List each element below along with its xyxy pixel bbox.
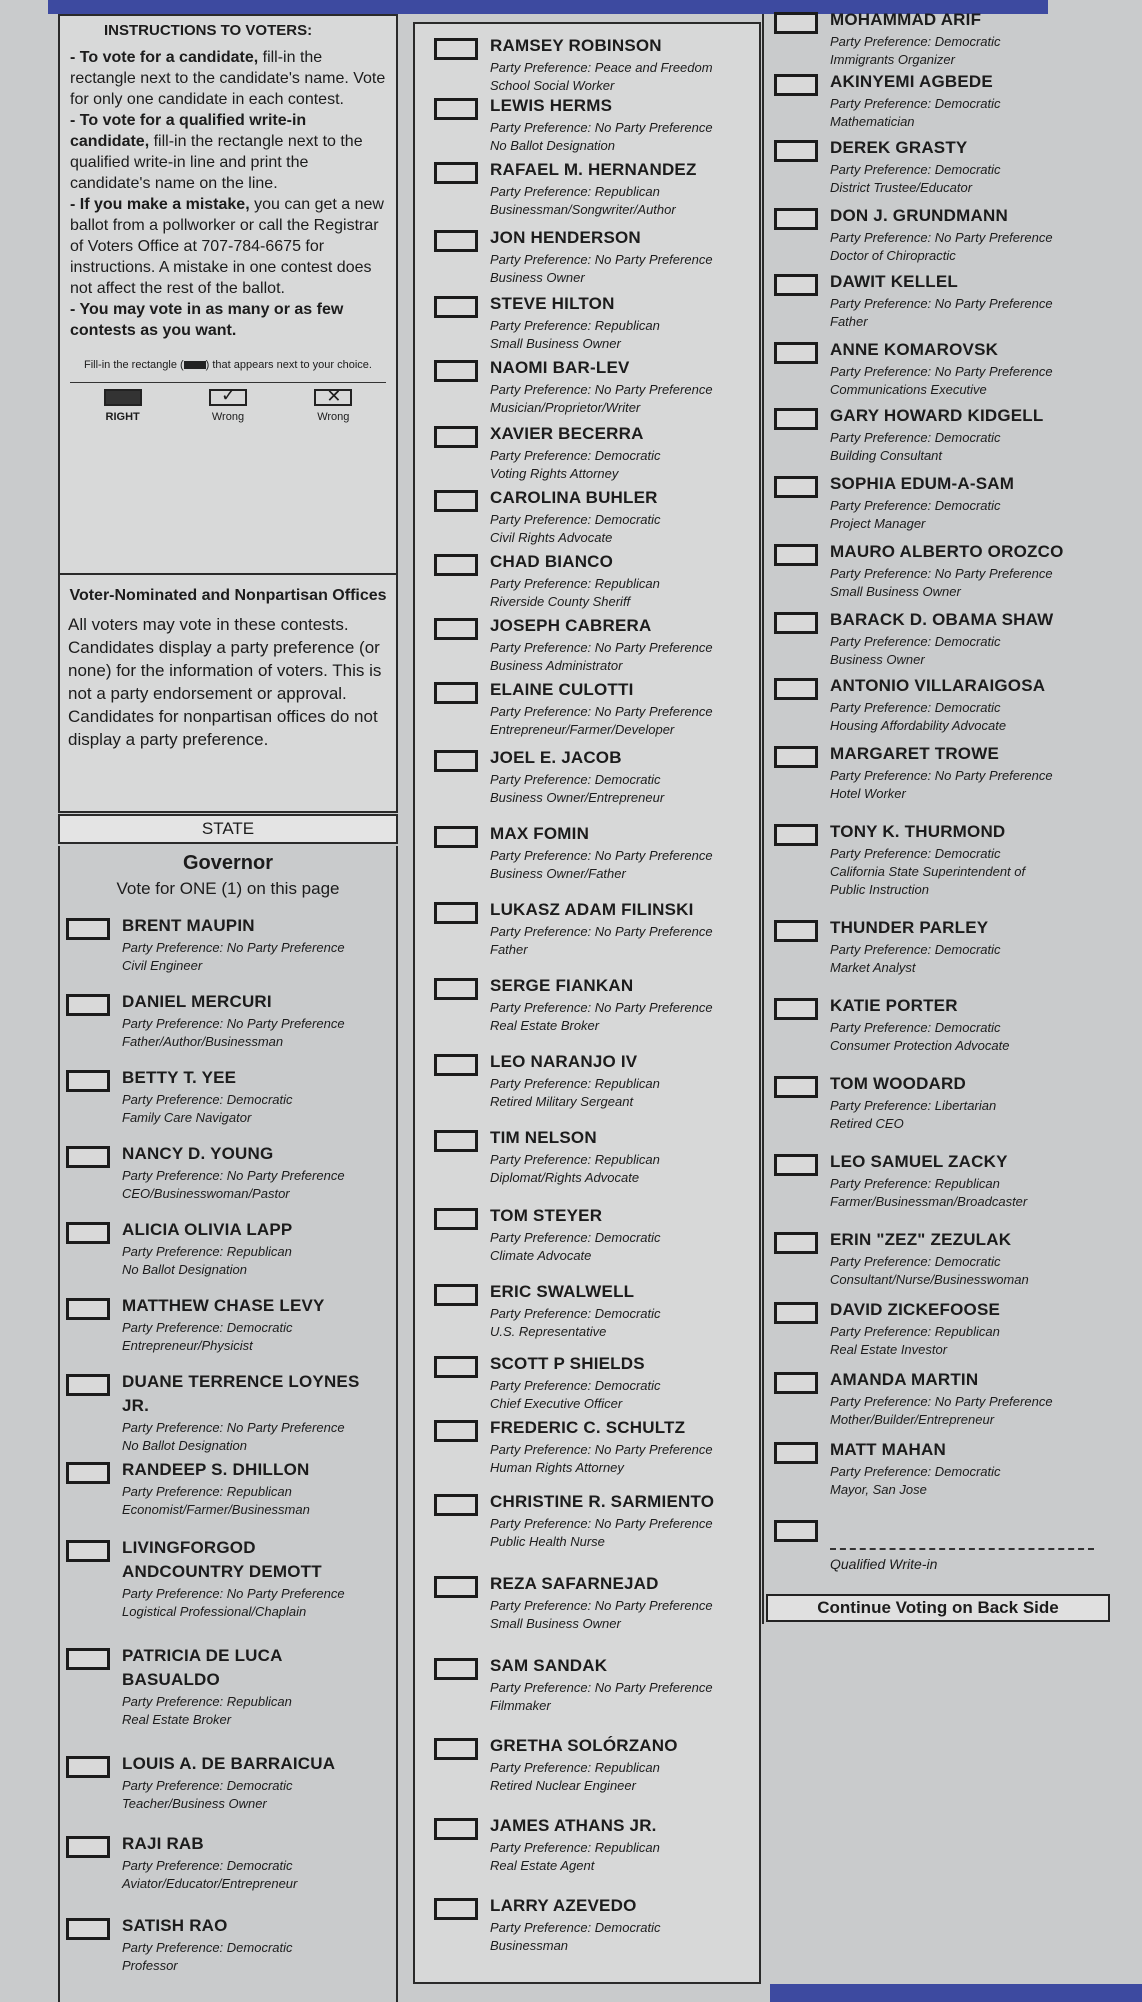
vote-checkbox[interactable]	[434, 360, 478, 382]
ballot-designation: Business Owner	[830, 652, 925, 667]
candidate-name: LEO NARANJO IV	[490, 1052, 638, 1071]
candidate-name: CHAD BIANCO	[490, 552, 614, 571]
ballot-designation: Real Estate Agent	[490, 1858, 595, 1873]
ballot-designation: Chief Executive Officer	[490, 1396, 623, 1411]
party-preference: Party Preference: Democratic	[830, 96, 1001, 111]
ballot-designation-line2: Public Instruction	[830, 882, 929, 897]
ballot-designation: Farmer/Businessman/Broadcaster	[830, 1194, 1028, 1209]
candidate-name-line2: BASUALDO	[122, 1670, 220, 1689]
candidate-name: GARY HOWARD KIDGELL	[830, 406, 1044, 425]
candidate-name: ANTONIO VILLARAIGOSA	[830, 676, 1046, 695]
vote-checkbox[interactable]	[434, 902, 478, 924]
candidate-name: NANCY D. YOUNG	[122, 1144, 274, 1163]
vote-checkbox[interactable]	[774, 1442, 818, 1464]
candidate-name: RANDEEP S. DHILLON	[122, 1460, 310, 1479]
vote-checkbox[interactable]	[774, 678, 818, 700]
vote-checkbox[interactable]	[774, 824, 818, 846]
vote-checkbox[interactable]	[774, 1302, 818, 1324]
party-preference: Party Preference: No Party Preference	[830, 1394, 1053, 1409]
ballot-designation: Diplomat/Rights Advocate	[490, 1170, 640, 1185]
vote-checkbox[interactable]	[434, 162, 478, 184]
ballot-designation: Mayor, San Jose	[830, 1482, 927, 1497]
candidate-name: TOM STEYER	[490, 1206, 603, 1225]
ballot-designation: Communications Executive	[830, 382, 987, 397]
party-preference: Party Preference: Democratic	[490, 1306, 661, 1321]
vote-checkbox[interactable]	[774, 1076, 818, 1098]
vote-checkbox[interactable]	[774, 12, 818, 34]
party-preference: Party Preference: No Party Preference	[122, 1586, 345, 1601]
nonpartisan-text: All voters may vote in these contests. Candidates display a party preference (or none) for the information of voters. This is not a party endorsement or approval. Candidates for nonpartisan offices do not display a party preference.	[68, 615, 382, 749]
candidate-name: MARGARET TROWE	[830, 744, 1000, 763]
candidate-name: RAJI RAB	[122, 1834, 204, 1853]
party-preference: Party Preference: No Party Preference	[122, 940, 345, 955]
vote-checkbox[interactable]	[774, 920, 818, 942]
candidate-name: STEVE HILTON	[490, 294, 615, 313]
ballot-designation: Doctor of Chiropractic	[830, 248, 956, 263]
ballot-designation: Retired Military Sergeant	[490, 1094, 634, 1109]
ballot-designation: Father	[830, 314, 868, 329]
candidate-name: ELAINE CULOTTI	[490, 680, 634, 699]
candidate-name: SCOTT P SHIELDS	[490, 1354, 645, 1373]
party-preference: Party Preference: Democratic	[830, 34, 1001, 49]
ballot-designation: Economist/Farmer/Businessman	[122, 1502, 310, 1517]
party-preference: Party Preference: Democratic	[122, 1940, 293, 1955]
party-preference: Party Preference: Democratic	[490, 512, 661, 527]
party-preference: Party Preference: Democratic	[830, 498, 1001, 513]
party-preference: Party Preference: Democratic	[490, 1230, 661, 1245]
vote-checkbox[interactable]	[434, 98, 478, 120]
party-preference: Party Preference: Republican	[490, 1840, 660, 1855]
ballot-designation: California State Superintendent of	[830, 864, 1026, 879]
candidate-name: MOHAMMAD ARIF	[830, 10, 982, 29]
vote-checkbox[interactable]	[434, 1898, 478, 1920]
example-right: RIGHT	[104, 389, 142, 423]
vote-checkbox[interactable]	[434, 38, 478, 60]
party-preference: Party Preference: Democratic	[830, 430, 1001, 445]
party-preference: Party Preference: No Party Preference	[490, 1598, 713, 1613]
party-preference: Party Preference: Democratic	[830, 162, 1001, 177]
ballot-designation: Small Business Owner	[490, 336, 621, 351]
ballot-designation: Small Business Owner	[830, 584, 961, 599]
vote-checkbox[interactable]	[434, 618, 478, 640]
ballot-designation: Hotel Worker	[830, 786, 906, 801]
candidate-name: XAVIER BECERRA	[490, 424, 644, 443]
party-preference: Party Preference: No Party Preference	[490, 1516, 713, 1531]
ballot-designation: Filmmaker	[490, 1698, 551, 1713]
ballot-designation: Businessman	[490, 1938, 569, 1953]
party-preference: Party Preference: Democratic	[830, 942, 1001, 957]
ballot-designation: Consumer Protection Advocate	[830, 1038, 1010, 1053]
vote-checkbox[interactable]	[434, 978, 478, 1000]
vote-checkbox[interactable]	[434, 750, 478, 772]
candidate-name: PATRICIA DE LUCA	[122, 1646, 283, 1665]
party-preference: Party Preference: Republican	[122, 1244, 292, 1259]
vote-checkbox[interactable]	[66, 1462, 110, 1484]
candidate-name: CAROLINA BUHLER	[490, 488, 658, 507]
candidate-name: GRETHA SOLÓRZANO	[490, 1736, 678, 1755]
example-wrong-x: ✕ Wrong	[314, 389, 352, 423]
ballot-designation: Entrepreneur/Farmer/Developer	[490, 722, 675, 737]
party-preference: Party Preference: Democratic	[490, 1378, 661, 1393]
ballot-designation: Real Estate Investor	[830, 1342, 948, 1357]
ballot-designation: Voting Rights Attorney	[490, 466, 619, 481]
continue-voting-notice: Continue Voting on Back Side	[766, 1594, 1110, 1622]
candidate-name: BETTY T. YEE	[122, 1068, 237, 1087]
party-preference: Party Preference: Democratic	[490, 772, 661, 787]
candidate-name: DAVID ZICKEFOOSE	[830, 1300, 1001, 1319]
party-preference: Party Preference: Republican	[490, 318, 660, 333]
candidate-name: THUNDER PARLEY	[830, 918, 989, 937]
vote-checkbox[interactable]	[66, 1918, 110, 1940]
candidate-name: JOSEPH CABRERA	[490, 616, 652, 635]
ballot-designation: Retired CEO	[830, 1116, 904, 1131]
vote-checkbox[interactable]	[66, 918, 110, 940]
vote-checkbox[interactable]	[434, 1356, 478, 1378]
vote-checkbox[interactable]	[774, 1232, 818, 1254]
vote-checkbox[interactable]	[434, 1576, 478, 1598]
candidate-name: MAURO ALBERTO OROZCO	[830, 542, 1064, 561]
column-divider	[762, 14, 764, 1624]
fill-hint: Fill-in the rectangle ( ) that appears next to your choice.	[84, 359, 372, 371]
instruction-4: - You may vote in as many or as few contests as you want.	[70, 301, 344, 339]
vote-checkbox[interactable]	[774, 342, 818, 364]
candidate-name: SATISH RAO	[122, 1916, 228, 1935]
ballot-designation: Family Care Navigator	[122, 1110, 252, 1125]
ballot-designation: Small Business Owner	[490, 1616, 621, 1631]
candidate-name: DAWIT KELLEL	[830, 272, 958, 291]
ballot-designation: Business Owner	[490, 270, 585, 285]
party-preference: Party Preference: Democratic	[830, 1020, 1001, 1035]
write-in-checkbox[interactable]	[774, 1520, 818, 1542]
ballot-designation: Immigrants Organizer	[830, 52, 955, 67]
instruction-2: - To vote for a qualified write-in candidate, fill-in the rectangle next to the qualified write-in line and print the candidate's name on the line.	[70, 112, 363, 192]
vote-checkbox[interactable]	[774, 1154, 818, 1176]
candidate-name: AMANDA MARTIN	[830, 1370, 979, 1389]
vote-checkbox[interactable]	[774, 612, 818, 634]
ballot-designation: Civil Engineer	[122, 958, 203, 973]
ballot-designation: Business Owner/Entrepreneur	[490, 790, 665, 805]
candidate-name: MATTHEW CHASE LEVY	[122, 1296, 325, 1315]
candidate-name: SERGE FIANKAN	[490, 976, 634, 995]
party-preference: Party Preference: No Party Preference	[830, 768, 1053, 783]
candidate-name: RAFAEL M. HERNANDEZ	[490, 160, 697, 179]
vote-checkbox[interactable]	[66, 1070, 110, 1092]
ballot-designation: Businessman/Songwriter/Author	[490, 202, 676, 217]
ballot-designation: Teacher/Business Owner	[122, 1796, 267, 1811]
party-preference: Party Preference: No Party Preference	[490, 640, 713, 655]
vote-checkbox[interactable]	[434, 1494, 478, 1516]
instructions-title: INSTRUCTIONS TO VOTERS:	[104, 22, 313, 39]
party-preference: Party Preference: Democratic	[490, 1920, 661, 1935]
vote-checkbox[interactable]	[774, 140, 818, 162]
candidate-name: LOUIS A. DE BARRAICUA	[122, 1754, 336, 1773]
party-preference: Party Preference: Republican	[490, 184, 660, 199]
ballot-designation: Mother/Builder/Entrepreneur	[830, 1412, 995, 1427]
ballot-designation: Climate Advocate	[490, 1248, 592, 1263]
vote-checkbox[interactable]	[66, 1540, 110, 1562]
vote-checkbox[interactable]	[434, 826, 478, 848]
ballot-designation: Entrepreneur/Physicist	[122, 1338, 253, 1353]
party-preference: Party Preference: Peace and Freedom	[490, 60, 713, 75]
party-preference: Party Preference: Republican	[122, 1694, 292, 1709]
candidate-name: ALICIA OLIVIA LAPP	[122, 1220, 293, 1239]
party-preference: Party Preference: Democratic	[490, 448, 661, 463]
ballot-designation: School Social Worker	[490, 78, 615, 93]
ballot-designation: Mathematician	[830, 114, 915, 129]
party-preference: Party Preference: Republican	[830, 1176, 1000, 1191]
contest-title: Governor	[182, 852, 274, 874]
party-preference: Party Preference: No Party Preference	[490, 1442, 713, 1457]
vote-for-instructions: Vote for ONE (1) on this page	[116, 879, 340, 898]
candidate-name: SOPHIA EDUM-A-SAM	[830, 474, 1015, 493]
ballot-designation: Housing Affordability Advocate	[830, 718, 1007, 733]
candidate-name: JOEL E. JACOB	[490, 748, 622, 767]
candidate-name: KATIE PORTER	[830, 996, 958, 1015]
instruction-3: - If you make a mistake, you can get a new ballot from a pollworker or call the Registrar of Voters Office at 707-784-6675 for instructions. A mistake in one contest does not affect the rest of the ballot.	[70, 196, 384, 297]
ballot-designation: No Ballot Designation	[490, 138, 616, 153]
vote-checkbox[interactable]	[774, 74, 818, 96]
ballot-designation: Market Analyst	[830, 960, 916, 975]
vote-checkbox[interactable]	[774, 476, 818, 498]
candidate-name: DUANE TERRENCE LOYNES	[122, 1372, 360, 1391]
candidate-name: CHRISTINE R. SARMIENTO	[490, 1492, 715, 1511]
vote-checkbox[interactable]	[434, 1130, 478, 1152]
example-wrong-check: ✓ Wrong	[209, 389, 247, 423]
vote-checkbox[interactable]	[66, 1648, 110, 1670]
vote-checkbox[interactable]	[66, 1756, 110, 1778]
party-preference: Party Preference: No Party Preference	[830, 364, 1053, 379]
candidate-name: TIM NELSON	[490, 1128, 597, 1147]
ballot-designation: Professor	[122, 1958, 178, 1973]
party-preference: Party Preference: Democratic	[122, 1092, 293, 1107]
candidate-name: JAMES ATHANS JR.	[490, 1816, 657, 1835]
party-preference: Party Preference: No Party Preference	[122, 1168, 345, 1183]
vote-checkbox[interactable]	[434, 490, 478, 512]
vote-checkbox[interactable]	[434, 1818, 478, 1840]
write-in-label: Qualified Write-in	[830, 1556, 938, 1572]
candidate-name: BARACK D. OBAMA SHAW	[830, 610, 1054, 629]
ballot-designation: Business Administrator	[490, 658, 623, 673]
party-preference: Party Preference: Democratic	[830, 846, 1001, 861]
ballot-designation: Aviator/Educator/Entrepreneur	[122, 1876, 298, 1891]
candidate-name: REZA SAFARNEJAD	[490, 1574, 659, 1593]
party-preference: Party Preference: No Party Preference	[122, 1420, 345, 1435]
candidate-name: LEO SAMUEL ZACKY	[830, 1152, 1008, 1171]
vote-checkbox[interactable]	[774, 408, 818, 430]
party-preference: Party Preference: Republican	[490, 576, 660, 591]
ballot-designation: District Trustee/Educator	[830, 180, 973, 195]
ballot-designation: No Ballot Designation	[122, 1262, 248, 1277]
vote-checkbox[interactable]	[66, 1298, 110, 1320]
party-preference: Party Preference: No Party Preference	[830, 296, 1053, 311]
vote-checkbox[interactable]	[434, 296, 478, 318]
party-preference: Party Preference: No Party Preference	[830, 230, 1053, 245]
party-preference: Party Preference: Democratic	[830, 634, 1001, 649]
party-preference: Party Preference: No Party Preference	[490, 382, 713, 397]
candidate-name: ANNE KOMAROVSK	[830, 340, 999, 359]
candidate-name: TOM WOODARD	[830, 1074, 966, 1093]
ballot-designation: Retired Nuclear Engineer	[490, 1778, 636, 1793]
candidate-name: RAMSEY ROBINSON	[490, 36, 662, 55]
candidate-name: BRENT MAUPIN	[122, 916, 255, 935]
candidate-name: SAM SANDAK	[490, 1656, 608, 1675]
vote-checkbox[interactable]	[434, 1284, 478, 1306]
candidate-name: ERIN "ZEZ" ZEZULAK	[830, 1230, 1012, 1249]
ballot-designation: Real Estate Broker	[122, 1712, 232, 1727]
ballot-designation: Human Rights Attorney	[490, 1460, 624, 1475]
party-preference: Party Preference: Democratic	[122, 1320, 293, 1335]
candidate-name: MAX FOMIN	[490, 824, 590, 843]
candidate-name: LARRY AZEVEDO	[490, 1896, 637, 1915]
marking-examples	[70, 382, 386, 423]
candidate-name: MATT MAHAN	[830, 1440, 946, 1459]
candidate-name: DANIEL MERCURI	[122, 992, 272, 1011]
state-header: STATE	[58, 814, 398, 844]
ballot-designation: Project Manager	[830, 516, 926, 531]
vote-checkbox[interactable]	[434, 1420, 478, 1442]
vote-checkbox[interactable]	[774, 1372, 818, 1394]
party-preference: Party Preference: Libertarian	[830, 1098, 997, 1113]
vote-checkbox[interactable]	[66, 1146, 110, 1168]
ballot-designation: Consultant/Nurse/Businesswoman	[830, 1272, 1029, 1287]
party-preference: Party Preference: Republican	[830, 1324, 1000, 1339]
ballot-designation: U.S. Representative	[490, 1324, 607, 1339]
vote-checkbox[interactable]	[66, 1222, 110, 1244]
vote-checkbox[interactable]	[434, 554, 478, 576]
ballot-designation: Civil Rights Advocate	[490, 530, 613, 545]
party-preference: Party Preference: Democratic	[830, 700, 1001, 715]
vote-checkbox[interactable]	[66, 1374, 110, 1396]
ballot-designation: Building Consultant	[830, 448, 943, 463]
candidate-name: AKINYEMI AGBEDE	[830, 72, 993, 91]
candidate-name: FREDERIC C. SCHULTZ	[490, 1418, 686, 1437]
vote-checkbox[interactable]	[434, 1054, 478, 1076]
ballot-designation: Riverside County Sheriff	[490, 594, 631, 609]
ballot-designation: Father	[490, 942, 528, 957]
ballot-designation: Public Health Nurse	[490, 1534, 605, 1549]
ballot-designation: Father/Author/Businessman	[122, 1034, 284, 1049]
party-preference: Party Preference: No Party Preference	[490, 120, 713, 135]
party-preference: Party Preference: Republican	[122, 1484, 292, 1499]
candidate-name: LEWIS HERMS	[490, 96, 613, 115]
candidate-name-line2: ANDCOUNTRY DEMOTT	[122, 1562, 322, 1581]
candidate-name: DON J. GRUNDMANN	[830, 206, 1008, 225]
vote-checkbox[interactable]	[434, 426, 478, 448]
vote-checkbox[interactable]	[774, 746, 818, 768]
candidate-name: DEREK GRASTY	[830, 138, 968, 157]
vote-checkbox[interactable]	[434, 1658, 478, 1680]
vote-checkbox[interactable]	[434, 230, 478, 252]
vote-checkbox[interactable]	[774, 998, 818, 1020]
ballot-designation: CEO/Businesswoman/Pastor	[122, 1186, 290, 1201]
party-preference: Party Preference: No Party Preference	[122, 1016, 345, 1031]
candidate-name: NAOMI BAR-LEV	[490, 358, 630, 377]
vote-checkbox[interactable]	[434, 1208, 478, 1230]
party-preference: Party Preference: No Party Preference	[830, 566, 1053, 581]
nonpartisan-title: Voter-Nominated and Nonpartisan Offices	[69, 587, 387, 604]
vote-checkbox[interactable]	[434, 682, 478, 704]
candidate-name: LIVINGFORGOD	[122, 1538, 256, 1557]
vote-checkbox[interactable]	[774, 274, 818, 296]
party-preference: Party Preference: Republican	[490, 1152, 660, 1167]
ballot-designation: No Ballot Designation	[122, 1438, 248, 1453]
instructions-panel	[58, 14, 398, 580]
vote-checkbox[interactable]	[434, 1738, 478, 1760]
vote-checkbox[interactable]	[66, 994, 110, 1016]
party-preference: Party Preference: Democratic	[122, 1858, 293, 1873]
party-preference: Party Preference: No Party Preference	[490, 252, 713, 267]
nonpartisan-info	[58, 573, 398, 813]
party-preference: Party Preference: No Party Preference	[490, 1680, 713, 1695]
candidate-name: JON HENDERSON	[490, 228, 641, 247]
vote-checkbox[interactable]	[774, 544, 818, 566]
ballot-designation: Real Estate Broker	[490, 1018, 600, 1033]
party-preference: Party Preference: Republican	[490, 1760, 660, 1775]
party-preference: Party Preference: Republican	[490, 1076, 660, 1091]
vote-checkbox[interactable]	[774, 208, 818, 230]
party-preference: Party Preference: Democratic	[122, 1778, 293, 1793]
party-preference: Party Preference: No Party Preference	[490, 924, 713, 939]
vote-checkbox[interactable]	[66, 1836, 110, 1858]
party-preference: Party Preference: No Party Preference	[490, 1000, 713, 1015]
candidate-name: ERIC SWALWELL	[490, 1282, 635, 1301]
party-preference: Party Preference: No Party Preference	[490, 848, 713, 863]
write-in-line	[830, 1548, 1094, 1550]
party-preference: Party Preference: No Party Preference	[490, 704, 713, 719]
ballot-designation: Musician/Proprietor/Writer	[490, 400, 641, 415]
ballot-designation: Logistical Professional/Chaplain	[122, 1604, 307, 1619]
candidate-name: LUKASZ ADAM FILINSKI	[490, 900, 694, 919]
party-preference: Party Preference: Democratic	[830, 1464, 1001, 1479]
bottom-color-band	[770, 1984, 1142, 2002]
candidate-name: TONY K. THURMOND	[830, 822, 1006, 841]
ballot-designation: Business Owner/Father	[490, 866, 626, 881]
candidate-name-line2: JR.	[122, 1396, 150, 1415]
party-preference: Party Preference: Democratic	[830, 1254, 1001, 1269]
instruction-1: - To vote for a candidate, fill-in the rectangle next to the candidate's name. Vote for only one candidate in each contest.	[70, 49, 386, 108]
